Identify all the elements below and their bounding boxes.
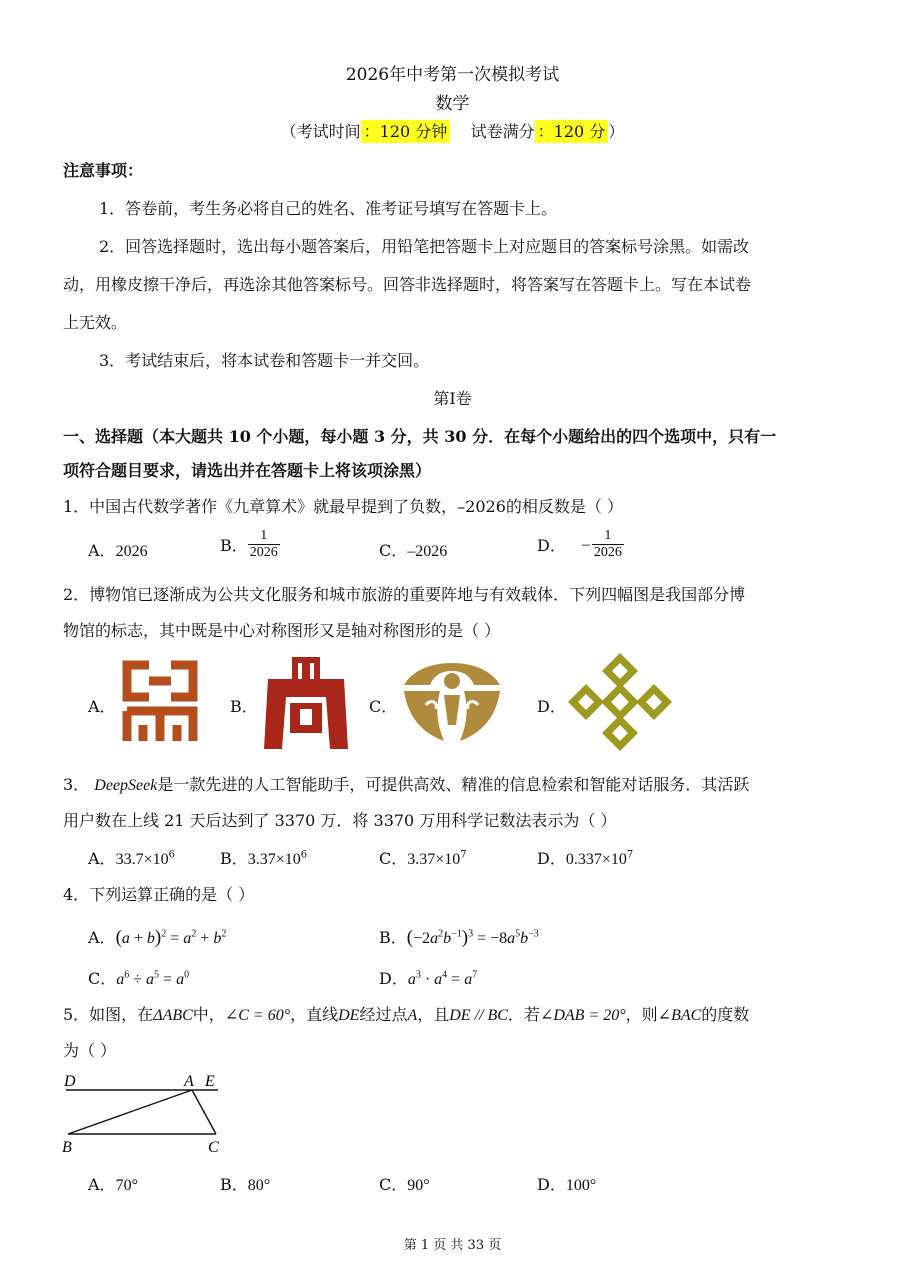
fig-label-e: E: [205, 1073, 215, 1090]
q5-angle-c: ∠C = 60°: [224, 1007, 291, 1024]
question-2-line-1: 2．博物馆已逐渐成为公共文化服务和城市旅游的重要阵地与有效载体．下列四幅图是我国部分博: [63, 585, 746, 604]
q5-angle-dab: ∠DAB = 20°: [539, 1007, 626, 1024]
q4-option-c: [88, 966, 189, 989]
q3-option-c: [379, 846, 467, 869]
q5-text-f: ．若: [507, 1005, 540, 1024]
fig-label-b: B: [62, 1139, 72, 1156]
exam-info: [0, 119, 905, 142]
score-value: ：120 分: [535, 120, 609, 143]
q3-a-label: A．: [88, 849, 116, 868]
q3-option-a: [88, 846, 175, 869]
q2-c-label: C．: [369, 697, 398, 716]
q3-option-b: [220, 846, 307, 869]
section-1-heading-line-2: 项符合题目要求，请选出并在答题卡上将该项涂黑）: [63, 461, 432, 480]
q3-a-exp: 6: [168, 849, 175, 861]
museum-logo-c-icon: [400, 655, 504, 745]
time-value: ：120 分钟: [361, 120, 451, 143]
q1-b-numerator: 1: [260, 528, 268, 543]
question-5-line-2: 为（ ）: [63, 1041, 117, 1060]
fig-label-d: D: [64, 1073, 76, 1090]
q5-option-d: [537, 1172, 596, 1195]
q2-d-label: D．: [537, 697, 566, 716]
notice-item-2-line-1: 2．回答选择题时，选出每小题答案后，用铅笔把答题卡上对应题目的答案标号涂黑。如需改: [99, 237, 750, 256]
fig-label-c: C: [208, 1139, 219, 1156]
q4-d-label: D．: [379, 969, 408, 988]
q1-d-sign: –: [581, 535, 590, 553]
q2-a-label: A．: [88, 697, 116, 716]
q1-option-d: [537, 528, 624, 561]
q1-c-value: –2026: [407, 543, 448, 560]
q4-option-a: [88, 925, 226, 949]
q3-c-coef: 3.37×10: [407, 851, 461, 868]
q1-b-label: B．: [220, 536, 248, 555]
q5-triangle: ΔABC: [153, 1007, 193, 1024]
q3-b-label: B．: [220, 849, 248, 868]
q5-option-b: [220, 1172, 270, 1195]
q5-text-a: 5．如图，在: [63, 1005, 154, 1024]
q5-parallel: DE // BC: [449, 1007, 508, 1024]
question-3-line-2: 用户数在上线 21 天后达到了 3370 万．将 3370 万用科学记数法表示为（ ）: [63, 811, 617, 830]
q5-text-d: 经过点: [359, 1005, 408, 1024]
q1-b-denominator: 2026: [249, 545, 278, 560]
q4-b-expr: $(-2a^2b^{-1})^3 = -8a^5b^{-3}$: [406, 927, 539, 948]
q5-d-label: D．: [537, 1175, 566, 1194]
notice-item-2-line-2: 动，用橡皮擦干净后，再选涂其他答案标号。回答非选择题时，将答案写在答题卡上。写在本试卷: [63, 275, 752, 294]
q3-d-exp: 7: [626, 849, 634, 861]
info-mid: 试卷满分: [470, 122, 535, 141]
q1-option-a: [88, 538, 148, 561]
exam-subject: 数学: [435, 94, 470, 114]
q2-b-label: B．: [230, 697, 258, 716]
q5-c-value: 90°: [407, 1177, 430, 1194]
q5-line-de: DE: [338, 1007, 360, 1024]
q5-text-g: ，则: [625, 1005, 658, 1024]
notice-heading: 注意事项：: [63, 161, 144, 180]
q1-a-label: A．: [88, 541, 116, 560]
q5-a-label: A．: [88, 1175, 116, 1194]
q1-d-fraction: [592, 528, 624, 561]
q4-b-label: B．: [379, 928, 407, 947]
q1-option-b: [220, 528, 280, 561]
fig-label-a: A: [184, 1073, 194, 1090]
question-2-line-2: 物馆的标志，其中既是中心对称图形又是轴对称图形的是（ ）: [63, 621, 501, 640]
q3-c-exp: 7: [460, 849, 467, 861]
q1-d-numerator: 1: [604, 528, 612, 543]
q1-b-fraction: [248, 528, 280, 561]
q5-b-value: 80°: [247, 1177, 271, 1194]
q4-d-expr: $a^3 \cdot a^4 = a^7$: [407, 969, 478, 988]
question-4-stem: 4．下列运算正确的是（ ）: [63, 885, 255, 904]
q5-c-label: C．: [379, 1175, 408, 1194]
q4-a-label: A．: [88, 928, 116, 947]
q5-text-e: ，且: [417, 1005, 450, 1024]
q3-line-1-text: 是一款先进的人工智能助手，可提供高效、精准的信息检索和智能对话服务．其活跃: [157, 775, 750, 794]
question-1-stem: 1．中国古代数学著作《九章算术》就最早提到了负数，–2026的相反数是（ ）: [63, 497, 623, 516]
volume-title: 第I卷: [433, 389, 472, 408]
museum-logo-d-icon: [568, 653, 672, 751]
q3-d-coef: 0.337×10: [565, 851, 627, 868]
q5-text-b: 中，: [192, 1005, 225, 1024]
info-open: （考试时间: [280, 122, 361, 141]
notice-item-3: 3．考试结束后，将本试卷和答题卡一并交回。: [99, 351, 430, 370]
q3-c-label: C．: [379, 849, 408, 868]
question-5-line-1: [63, 1002, 749, 1025]
q1-d-denominator: 2026: [593, 545, 622, 560]
q5-point-a: A: [407, 1007, 418, 1024]
museum-logo-a-icon: [119, 657, 201, 747]
q1-d-label: D．: [537, 536, 566, 555]
q4-a-expr: $(a + b)^2 = a^2 + b^2$: [115, 927, 227, 948]
q5-text-c: ，直线: [290, 1005, 339, 1024]
q4-c-expr: $a^6 \div a^5 = a^0$: [116, 969, 190, 988]
q5-b-label: B．: [220, 1175, 248, 1194]
notice-item-1: 1．答卷前，考生务必将自己的姓名、准考证号填写在答题卡上。: [99, 199, 558, 218]
museum-logo-b-icon: [264, 657, 348, 749]
q3-brand: DeepSeek: [94, 777, 158, 794]
q1-c-label: C．: [379, 541, 408, 560]
exam-title: 2026年中考第一次模拟考试: [345, 65, 560, 85]
q3-option-d: [537, 846, 633, 869]
q5-angle-bac: ∠BAC: [657, 1007, 702, 1024]
q5-option-c: [379, 1172, 430, 1195]
info-close: ）: [608, 122, 625, 141]
section-1-heading-line-1: 一、选择题（本大题共 10 个小题，每小题 3 分，共 30 分．在每个小题给出的四个选项中，只有一: [63, 427, 777, 446]
q5-d-value: 100°: [565, 1177, 597, 1194]
q3-b-coef: 3.37×10: [247, 851, 301, 868]
q3-number: 3．: [63, 775, 90, 794]
notice-item-2-line-3: 上无效。: [63, 313, 128, 332]
page-footer: 第 1 页 共 33 页: [403, 1238, 502, 1253]
q4-option-d: [379, 966, 477, 989]
q5-option-a: [88, 1172, 138, 1195]
q1-option-c: [379, 538, 447, 561]
q4-option-b: [379, 925, 539, 949]
q3-a-coef: 33.7×10: [115, 851, 169, 868]
q5-a-value: 70°: [115, 1177, 138, 1194]
q4-c-label: C．: [88, 969, 117, 988]
q3-b-exp: 6: [300, 849, 308, 861]
q5-triangle-figure: [60, 1070, 240, 1160]
q5-text-h: 的度数: [701, 1005, 750, 1024]
question-3-line-1: [63, 772, 749, 795]
q1-a-value: 2026: [115, 543, 148, 560]
q3-d-label: D．: [537, 849, 566, 868]
